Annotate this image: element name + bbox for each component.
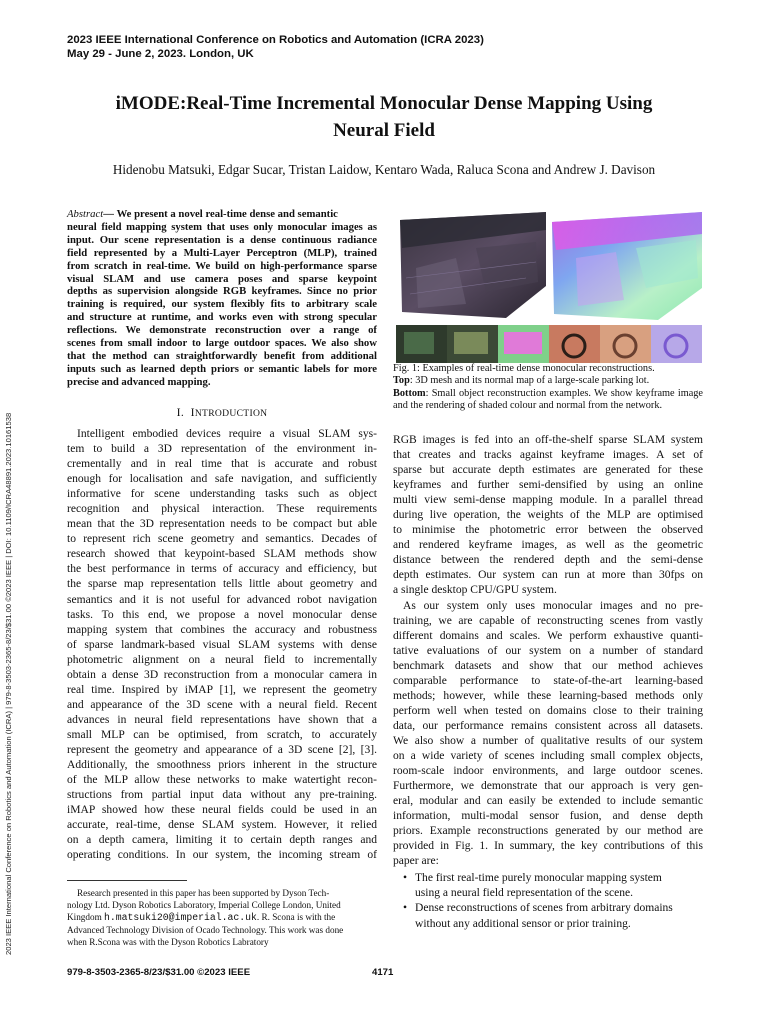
author-email-link[interactable]: h.matsuki20@imperial.ac.uk [104,912,257,923]
conference-header [67,34,484,61]
body-text-line: crementally and in real time that is accurate and robust [67,458,377,471]
body-text-line: room-scale indoor environments, and large outdoor scenes. [393,765,703,778]
body-text-line: multi view semi-dense mapping module. In a parallel thread [393,494,703,507]
body-text-line: priors. Example reconstructions generated by our method are [393,825,703,838]
contribution-line: without any additional sensor or prior training. [415,917,631,930]
intro-column-left [67,427,377,863]
body-text-line: accurate, real-time, dense SLAM system. However, it relied [67,819,377,832]
body-text-line: a single desktop CPU/GPU system. [393,584,557,597]
footnote-line: Advanced Technology Division of Ocado Technology. This work was done [67,925,344,935]
footnote-line [67,911,377,924]
abstract-line: field represented by a Multi-Layer Perceptron (MLP), trained [67,246,377,259]
contribution-item [393,901,703,931]
body-text-line: on a wide variety of scenes including small complex objects, [393,749,703,762]
abstract-line: input. Our scene representation is a dense continuous radiance [67,233,377,246]
body-text-line: the best performance in terms of accuracy and efficiency, but [67,563,377,576]
section-title-rest: NTRODUCTION [194,408,268,419]
abstract-line: that the method can straightforwardly benefit from additional [67,349,377,362]
body-text-line: tem to build a 3D representation of the environment in- [67,443,377,456]
body-text-line: represent the geometry and appearance of a 3D scene [2], [3]. [67,743,377,756]
body-text-line: research showed that keypoint-based SLAM methods show [67,548,377,561]
abstract-line: visual SLAM and use camera poses and sparse keypoint [67,272,377,285]
figure-1-caption [393,363,703,412]
conference-date: May 29 - June 2, 2023. London, UK [67,47,254,60]
body-text-line: RGB images is fed into an off-the-shelf sparse SLAM system [393,434,703,446]
caption-bottom-text: : Small object reconstruction examples. We show keyframe image and the rendering of shaded colour and normal from the network. [393,387,703,411]
footnote-line: Research presented in this paper has been supported by Dyson Tech- [77,888,330,898]
page-number: 4171 [372,967,394,978]
caption-bottom-label: Bottom [393,387,426,399]
contribution-line: • Dense reconstructions of scenes from arbitrary domains [415,902,673,915]
caption-text: Examples of real-time dense monocular reconstructions. [422,363,655,374]
abstract-line: We present a novel real-time dense and semantic [116,208,338,220]
body-text-line: methods; however, while these learning-based methods only [393,689,703,702]
intro-column-right [393,433,703,932]
body-text-line: data, our performance remains consistent across all datasets. [393,719,703,732]
body-text-line: mapping system that combines the accuracy and robustness [67,623,377,636]
footnote-rule [67,880,187,881]
contribution-item [393,871,703,901]
footnote-text: Kingdom [67,912,102,922]
abstract-dash: — [103,208,114,220]
body-text-line: structions from partial input data without any pre-training. [67,789,377,802]
body-text-line: Furthermore, we demonstrate that our approach is very gen- [393,780,703,793]
body-text-line: during live operation, the weights of the MLP are optimised [393,509,703,522]
object-reconstruction-strip [396,325,702,363]
body-text-line: eral, modular and can easily be extended to include semantic [393,795,703,808]
body-text-line: semantics and it is not useful for advanced robot navigation [67,593,377,606]
body-text-line: distance between the rendered depth and the semi-dense [393,554,703,567]
body-text-line: We also show a number of qualitative results of our system [393,734,703,747]
section-number: I. [176,405,185,419]
body-text-line: tasks. To this end, we propose a novel monocular dense [67,608,377,621]
body-text-line: provided in Fig. 1. In summary, the key contributions of this [393,840,703,853]
body-text-line: benchmark datasets and show that our method achieves [393,659,703,672]
body-text-line: informative for scene understanding tasks such as object [67,488,377,501]
abstract [67,208,377,389]
author-list: Hidenobu Matsuki, Edgar Sucar, Tristan Laidow, Kentaro Wada, Raluca Scona and Andrew J. Davison [112,162,656,177]
contribution-list [393,871,703,931]
body-text-line: depth estimates. Our system can run at more than 30fps on [393,569,703,582]
title-line-2: Neural Field [333,120,435,141]
footnote-line: nology Ltd. Dyson Robotics Laboratory, Imperial College London, United [67,900,341,910]
abstract-line: inputs such as learned depth priors or semantic labels for more [67,362,377,375]
caption-label: Fig. 1: [393,363,420,374]
abstract-line: from scratch in real-time. We build on high-performance sparse [67,259,377,272]
abstract-line: and structure at runtime, and works even with strong specular [67,311,377,324]
body-text-line: the sparse map representation tells little about geometry and [67,578,377,591]
body-text-line: to represent rich scene geometry and semantics. Decades of [67,533,377,546]
body-text-line: perform well when tested on domains close to their training [393,704,703,717]
body-text-line: and rendered keyframe images, as well as the geometric [393,539,703,552]
caption-top-text: : 3D mesh and its normal map of a large-scale parking lot. [409,375,650,387]
title-line-1: iMODE:Real-Time Incremental Monocular Dense Mapping Using [115,93,653,114]
body-text-line: different domains and scales. We perform exhaustive quanti- [393,629,703,642]
body-text-line: and appearance of the 3D scene with a neural field. Recent [67,698,377,711]
body-text-line: of sparse landmark-based visual SLAM systems with dense [67,638,377,651]
section-title-first: I [190,405,195,419]
abstract-line: depths as supervision alongside RGB keyframes. Since no prior [67,285,377,298]
body-text-line: training, we are capable of reconstructing scenes from vastly [393,614,703,627]
doi-sidebar: 2023 IEEE International Conference on Robotics and Automation (ICRA) | 979-8-3503-2365-8/23/$31.00 ©2023 IEEE | DOI: 10.1109/ICRA48891.2023.10161538 [4,412,13,955]
abstract-line: reflections. We demonstrate reconstruction over a range of [67,324,377,337]
body-text-line: keyframes and further semi-densified by using an online [393,479,703,492]
footnote-line: when R.Scona was with the Dyson Robotics Labratory [67,937,269,947]
footnote-text: . R. Scona is with the [256,912,336,922]
body-text-line: that creates and tracks against keyframe images. A set of [393,449,703,462]
body-text-line: enough for localisation and safe navigation, and sufficiently [67,473,377,486]
body-text-line: on a depth camera, limiting it to certain depth ranges and [67,834,377,847]
body-text-line: real time. Inspired by iMAP [1], we represent the geometry [67,683,377,696]
body-text-line: sparse but accurate depth estimates are generated for these [393,464,703,477]
contribution-line: • The first real-time purely monocular mapping system [415,872,662,885]
figure-1-image [396,208,702,363]
section-heading-introduction [67,405,377,420]
parking-lot-mesh-image [396,208,548,321]
body-text-line: to minimise the photometric error between the observed [393,524,703,537]
body-text-line: As our system only uses monocular images and no pre- [403,599,703,612]
body-text-line: information, multi-modal sensor fusion, and dense depth [393,810,703,823]
abstract-line: neural field mapping system that uses only monocular images as [67,220,377,233]
abstract-line: precise and advanced mapping. [67,375,211,388]
body-text-line: of the MLP allow these networks to make watertight recon- [67,774,377,787]
body-text-line: operating conditions. In our system, the incoming stream of [67,849,377,862]
body-text-line: advances in neural field representations have shown that a [67,713,377,726]
body-text-line: iMAP showed how these neural fields could be used in an [67,804,377,817]
body-text-line: mean that the 3D representation needs to be compact but able [67,518,377,531]
caption-top-label: Top [393,375,410,387]
body-text-line: obtain a dense 3D reconstruction from a monocular camera in [67,668,377,681]
body-text-line: small MLP can be optimised, from scratch, to accurately [67,728,377,741]
body-text-line: tative evaluations of our system on a number of standard [393,644,703,657]
abstract-label: Abstract [67,208,104,220]
body-text-line: photometric alignment on a neural field to incrementally [67,653,377,666]
paper-title [60,90,708,144]
body-text-line: recognition and physical interaction. These requirements [67,503,377,516]
contribution-line: using a neural field representation of the scene. [415,887,634,900]
footer-isbn: 979-8-3503-2365-8/23/$31.00 ©2023 IEEE [67,967,251,978]
body-text-line: paper are: [393,855,439,868]
abstract-line: scenes from small indoor to large outdoor spaces. We also show [67,337,377,350]
footnote [67,887,377,948]
body-text-line: comparable performance to state-of-the-art learning-based [393,674,703,687]
body-text-line: Additionally, the smoothness priors inherent in the structure [67,759,377,772]
abstract-line: training is required, our system flexibly fits to arbitrary scale [67,298,377,311]
conference-name: 2023 IEEE International Conference on Robotics and Automation (ICRA 2023) [67,34,484,46]
parking-lot-normal-map [550,208,702,321]
body-text-line: Intelligent embodied devices require a visual SLAM sys- [77,428,377,440]
